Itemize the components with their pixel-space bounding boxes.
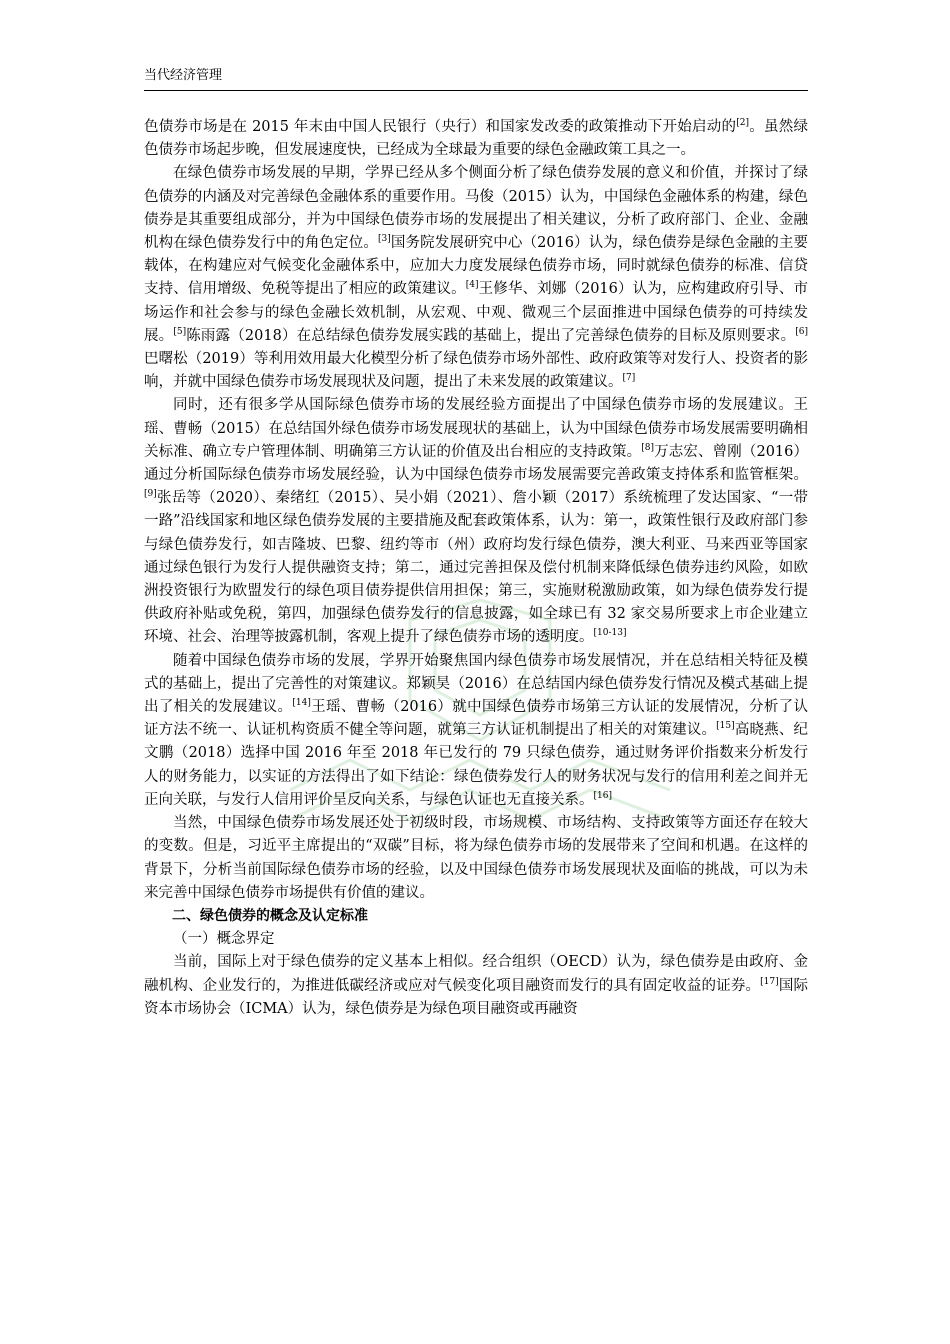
paragraph-5: [144, 812, 808, 905]
paragraph-text: 万志宏、曾刚（2016）通过分析国际绿色债券市场发展经验，认为中国绿色债券市场发展需要完善政策支持体系和监管框架。: [144, 443, 809, 484]
running-header: [144, 66, 808, 91]
paragraph-text: 当前，国际上对于绿色债券的定义基本上相似。经合组织（OECD）认为，绿色债券是由政府、金融机构、企业发行的，为推进低碳经济或应对气候变化项目融资而发行的具有固定收益的证券。: [144, 954, 808, 994]
paragraph-4: [144, 650, 808, 812]
paragraph-text: 王修华、刘娜（2016）认为，应构建政府引导、市场运作和社会参与的绿色金融长效机制，从宏观、中观、微观三个层面推进中国绿色债券的可持续发展。: [144, 281, 808, 344]
paragraph-6: [144, 951, 808, 1021]
citation-ref: [3]: [378, 234, 391, 245]
citation-ref: [14]: [292, 698, 311, 709]
paragraph-text: 当然，中国绿色债券市场发展还处于初级时段，市场规模、市场结构、支持政策等方面还存在较大的变数。但是，习近平主席提出的“双碳”目标，将为绿色债券市场的发展带来了空间和机遇。在这样的背景下，分析当前国际绿色债券市场的经验，以及中国绿色债券市场发展现状及面临的挑战，可以为未来完善中国绿色债券市场提供有价值的建议。: [144, 815, 808, 901]
citation-ref: [16]: [593, 791, 612, 802]
paragraph-1: [144, 116, 808, 162]
paragraph-text: 色债券市场是在 2015 年末由中国人民银行（央行）和国家发改委的政策推动下开始启动的: [144, 119, 737, 135]
citation-ref: [15]: [716, 721, 735, 732]
citation-ref: [8]: [641, 443, 654, 454]
citation-ref: [4]: [465, 280, 479, 291]
article-body: [144, 116, 808, 1021]
paragraph-3: [144, 394, 808, 649]
citation-ref: [7]: [622, 373, 636, 384]
citation-ref: [5]: [173, 327, 187, 337]
paragraph-text: 高晓燕、纪文鹏（2018）选择中国 2016 年至 2018 年已发行的 79 只绿色债券，通过财务评价指数来分析发行人的财务能力，以实证的方法得出了如下结论：绿色债券发行人的财务状况与发行的信用利差之间并无正向关联，与发行人信用评价呈反向关系，与绿色认证也无直接关系。: [144, 722, 809, 808]
citation-ref: [17]: [760, 976, 779, 987]
paragraph-text: 王瑶、曹畅（2016）就中国绿色债券市场第三方认证的发展情况，分析了认证方法不统一、认证机构资质不健全等问题，就第三方认证机制提出了相关的对策建议。: [144, 699, 808, 739]
paragraph-text: 国务院发展研究中心（2016）认为，绿色债券是绿色金融的主要载体，在构建应对气候变化金融体系中，应加大力度发展绿色债券市场，同时就绿色债券的标准、信贷支持、信用增级、免税等提出了相应的政策建议。: [144, 235, 809, 298]
paragraph-text: 随着中国绿色债券市场的发展，学界开始聚焦国内绿色债券市场发展情况，并在总结相关特征及模式的基础上，提出了完善性的对策建议。郑颖昊（2016）在总结国内绿色债券发行情况及模式基础上提出了相关的发展建议。: [144, 652, 808, 716]
citation-ref: [6]: [795, 327, 809, 337]
paragraph-text: 陈雨露（2018）在总结绿色债券发展实践的基础上，提出了完善绿色债券的目标及原则要求。: [186, 327, 796, 344]
paragraph-text: 同时，还有很多学从国际绿色债券市场的发展经验方面提出了中国绿色债券市场的发展建议。王瑶、曹畅（2015）在总结国外绿色债券市场发展现状的基础上，认为中国绿色债券市场发展需要明确相关标准、确立专户管理体制、明确第三方认证的价值及出台相应的支持政策。: [144, 397, 808, 460]
journal-title: 当代经济管理: [144, 68, 223, 83]
section-heading: 二、绿色债券的概念及认定标准: [172, 907, 368, 924]
citation-ref: [2]: [736, 118, 750, 129]
paragraph-text: 张岳等（2020）、秦绪红（2015）、吴小娟（2021）、詹小颖（2017）系统梳理了发达国家、“一带一路”沿线国家和地区绿色债券发展的主要措施及配套政策体系，认为：第一，政策性银行及政府部门参与绿色债券发行，如吉隆坡、巴黎、纽约等市（州）政府均发行绿色债券，澳大利亚、马来西亚等国家通过绿色银行为发行人提供融资支持；第二，通过完善担保及偿付机制来降低绿色债券违约风险，如欧洲投资银行为欧盟发行的绿色项目债券提供信用担保；第三，实施财税激励政策，如为绿色债券发行提供政府补贴或免税，第四，加强绿色债券发行的信息披露，如全球已有 32 家交易所要求上市企业建立环境、社会、治理等披露机制，客观上提升了绿色债券市场的透明度。: [144, 490, 808, 646]
paragraph-text: 。虽然绿色债券市场起步晚，但发展速度快，已经成为全球最为重要的绿色金融政策工具之一。: [144, 119, 809, 159]
paragraph-text: 在绿色债券市场发展的早期，学界已经从多个侧面分析了绿色债券发展的意义和价值，并探讨了绿色债券的内涵及对完善绿色金融体系的重要作用。马俊（2015）认为，中国绿色金融体系的构建，绿色债券是其重要组成部分，并为中国绿色债券市场的发展提出了相关建议，分析了政府部门、企业、金融机构在绿色债券发行中的角色定位。: [144, 165, 808, 252]
subsection-heading: （一）概念界定: [173, 931, 275, 948]
citation-ref: [9]: [144, 489, 157, 500]
paragraph-text: 巴曙松（2019）等利用效用最大化模型分析了绿色债券市场外部性、政府政策等对发行人、投资者的影响，并就中国绿色债券市场发展现状及问题，提出了未来发展的政策建议。: [144, 351, 808, 391]
citation-ref: [10-13]: [593, 628, 627, 639]
paragraph-2: [144, 162, 808, 394]
paragraph-text: 国际资本市场协会（ICMA）认为，绿色债券是为绿色项目融资或再融资: [144, 977, 808, 1017]
